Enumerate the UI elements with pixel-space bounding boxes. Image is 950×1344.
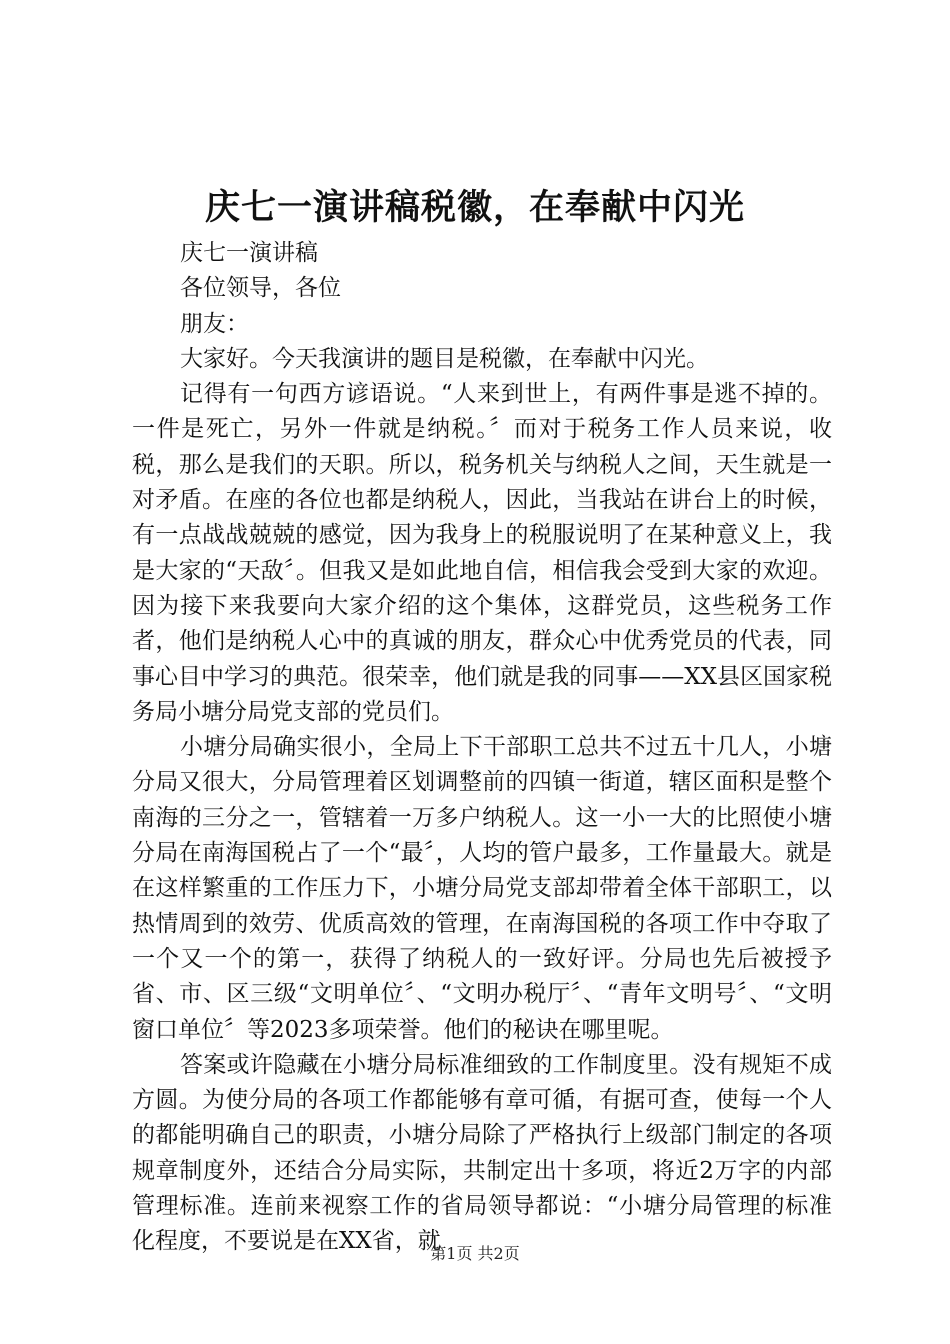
paragraph-proverb: 记得有一句西方谚语说。“人来到世上，有两件事是逃不掉的。一件是死亡，另外一件就是纳税。〞而对于税务工作人员来说，收税，那么是我们的天职。所以，税务机关与纳税人之间，天生就是一对矛盾。在座的各位也都是纳税人，因此，当我站在讲台上的时候，有一点战战兢兢的感觉，因为我身上的税服说明了在某种意义上，我是大家的“天敌〞。但我又是如此地自信，相信我会受到大家的欢迎。因为接下来我要向大家介绍的这个集体，这群党员，这些税务工作者，他们是纳税人心中的真诚的朋友，群众心中优秀党员的代表，同事心目中学习的典范。很荣幸，他们就是我的同事——XX县区国家税务局小塘分局党支部的党员们。: [132, 381, 832, 725]
salutation-line-2: 朋友：: [180, 310, 249, 337]
page-footer: 第1页 共2页: [430, 1244, 520, 1263]
subtitle-line: 庆七一演讲稿: [180, 240, 318, 266]
paragraph-management: 答案或许隐藏在小塘分局标准细致的工作制度里。没有规矩不成方圆。为使分局的各项工作都能够有章可循，有据可查，使每一个人的都能明确自己的职责，小塘分局除了严格执行上级部门制定的各项规章制度外，还结合分局实际，共制定出十多项，将近2万字的内部管理标准。连前来视察工作的省局领导都说：“小塘分局管理的标准化程度，不要说是在XX省，就: [132, 1051, 832, 1255]
paragraph-greeting: 大家好。今天我演讲的题目是税徽，在奉献中闪光。: [180, 345, 709, 372]
paragraph-branch-intro: 小塘分局确实很小，全局上下干部职工总共不过五十几人，小塘分局又很大，分局管理着区划调整前的四镇一街道，辖区面积是整个南海的三分之一，管辖着一万多户纳税人。这一小一大的比照使小塘分局在南海国税占了一个“最〞，人均的管户最多，工作量最大。就是在这样繁重的工作压力下，小塘分局党支部却带着全体干部职工，以热情周到的效劳、优质高效的管理，在南海国税的各项工作中夺取了一个又一个的第一，获得了纳税人的一致好评。分局也先后被授予省、市、区三级“文明单位〞、“文明办税厅〞、“青年文明号〞、“文明窗口单位〞等2023多项荣誉。他们的秘诀在哪里呢。: [132, 734, 832, 1043]
salutation-line-1: 各位领导，各位: [180, 275, 341, 302]
document-title: 庆七一演讲稿税徽，在奉献中闪光: [204, 187, 745, 228]
document-body: [132, 236, 832, 1260]
